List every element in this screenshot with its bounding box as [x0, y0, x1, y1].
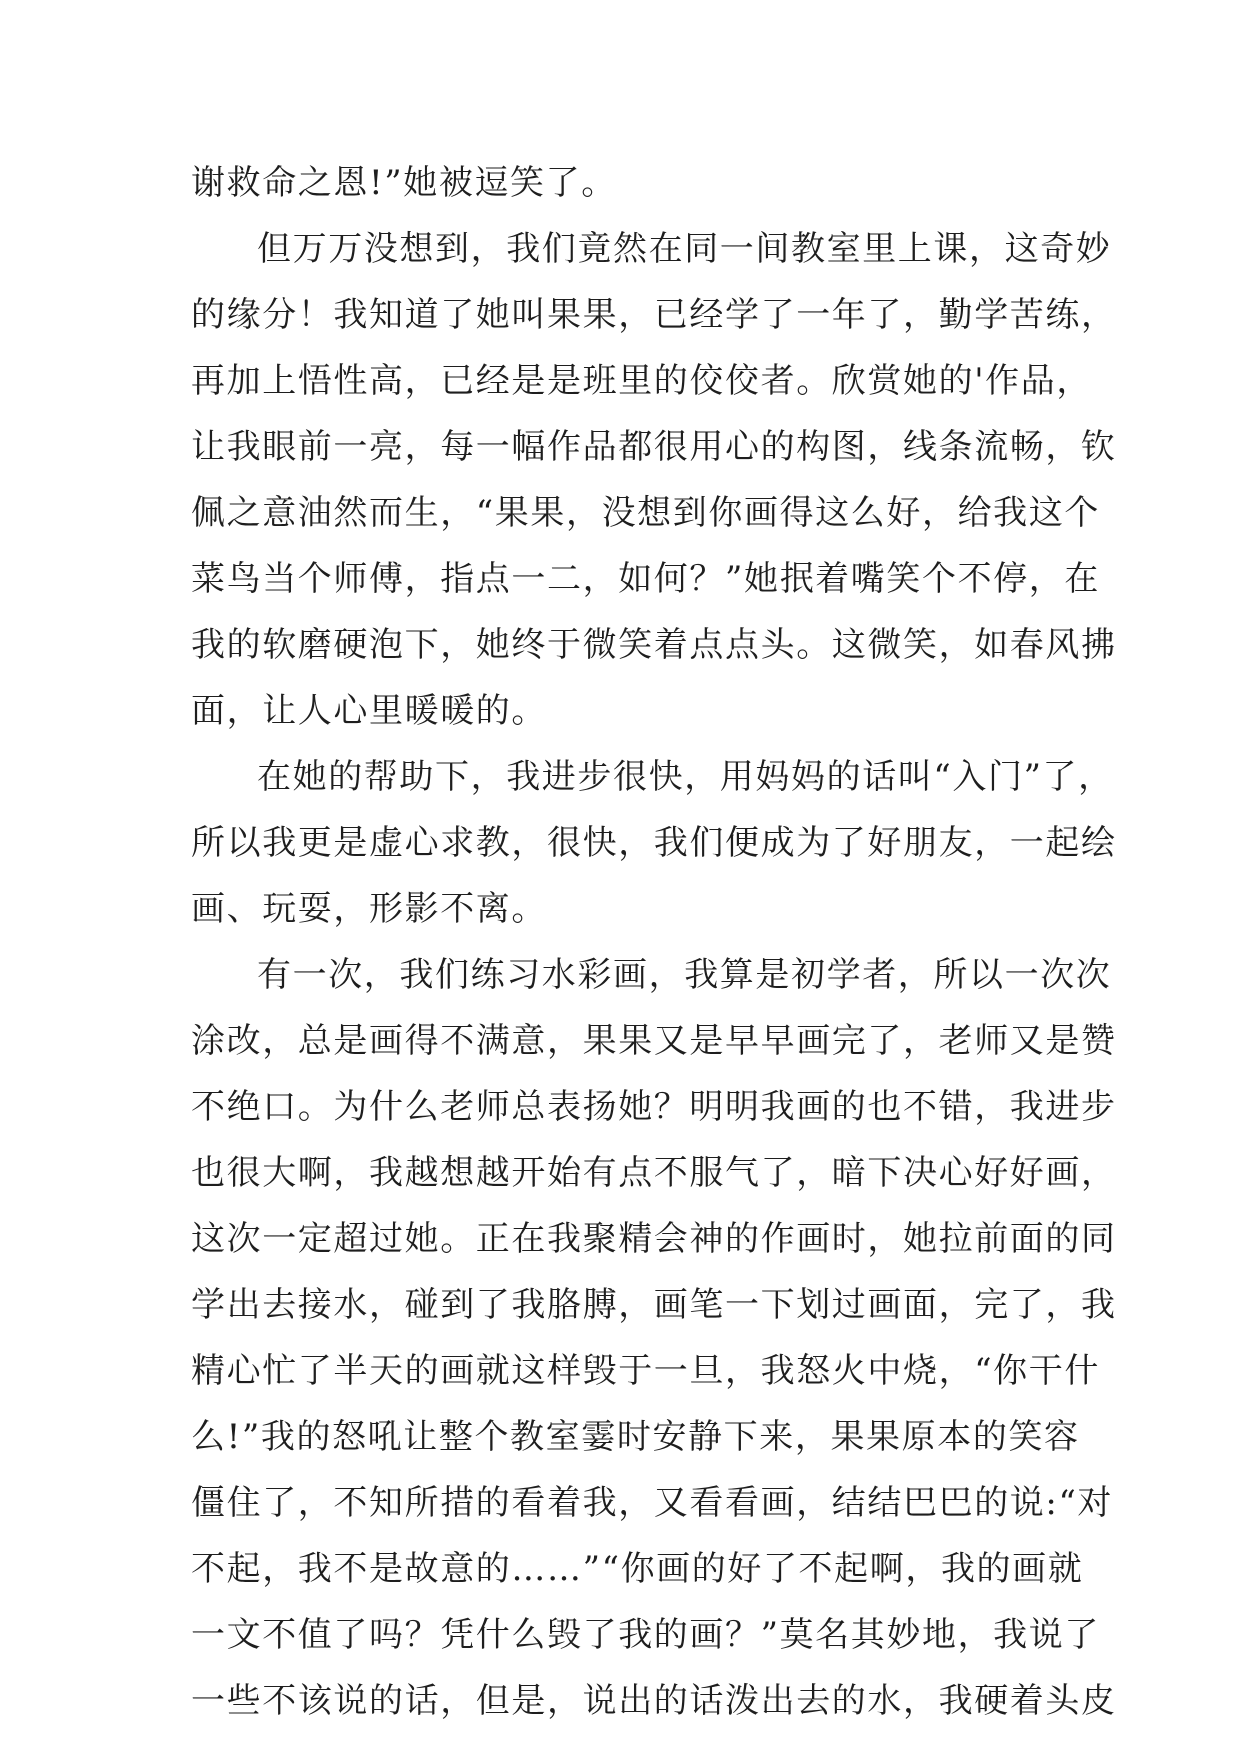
text-line: 我的软磨硬泡下，她终于微笑着点点头。这微笑，如春风拂 [191, 625, 1117, 665]
text-line: 僵住了，不知所措的看着我，又看看画，结结巴巴的说:“对 [191, 1483, 1114, 1523]
text-line: 所以我更是虚心求教，很快，我们便成为了好朋友，一起绘 [191, 823, 1117, 863]
text-line: 也很大啊，我越想越开始有点不服气了，暗下决心好好画， [191, 1153, 1117, 1193]
text-line: 不绝口。为什么老师总表扬她？明明我画的也不错，我进步 [191, 1087, 1117, 1127]
text-line: 菜鸟当个师傅，指点一二，如何？”她抿着嘴笑个不停，在 [191, 559, 1100, 599]
text-line: 一文不值了吗？凭什么毁了我的画？”莫名其妙地，我说了 [191, 1615, 1100, 1655]
paragraph-start-line: 在她的帮助下，我进步很快，用妈妈的话叫“入门”了， [257, 757, 1114, 797]
text-line: 么!”我的怒吼让整个教室霎时安静下来，果果原本的笑容 [191, 1417, 1080, 1457]
text-line: 画、玩耍，形影不离。 [191, 889, 547, 929]
text-line: 让我眼前一亮，每一幅作品都很用心的构图，线条流畅，钦 [191, 427, 1117, 467]
body-text [191, 150, 1117, 1734]
text-line: 这次一定超过她。正在我聚精会神的作画时，她拉前面的同 [191, 1219, 1117, 1259]
text-line: 涂改，总是画得不满意，果果又是早早画完了，老师又是赞 [191, 1021, 1117, 1061]
text-line: 再加上悟性高，已经是是班里的佼佼者。欣赏她的'作品， [191, 361, 1092, 401]
text-line: 学出去接水，碰到了我胳膊，画笔一下划过画面，完了，我 [191, 1285, 1117, 1325]
text-line: 谢救命之恩!”她被逗笑了。 [191, 163, 617, 203]
text-line: 的缘分！我知道了她叫果果，已经学了一年了，勤学苦练， [191, 295, 1117, 335]
paragraph-start-line: 有一次，我们练习水彩画，我算是初学者，所以一次次 [257, 955, 1112, 995]
text-line: 精心忙了半天的画就这样毁于一旦，我怒火中烧，“你干什 [191, 1351, 1100, 1391]
text-line: 不起，我不是故意的……”“你画的好了不起啊，我的画就 [191, 1549, 1084, 1589]
text-line: 面，让人心里暖暖的。 [191, 691, 547, 731]
text-line: 佩之意油然而生，“果果，没想到你画得这么好，给我这个 [191, 493, 1100, 533]
paragraph-start-line: 但万万没想到，我们竟然在同一间教室里上课，这奇妙 [257, 229, 1112, 269]
text-line: 一些不该说的话，但是，说出的话泼出去的水，我硬着头皮 [191, 1681, 1117, 1721]
